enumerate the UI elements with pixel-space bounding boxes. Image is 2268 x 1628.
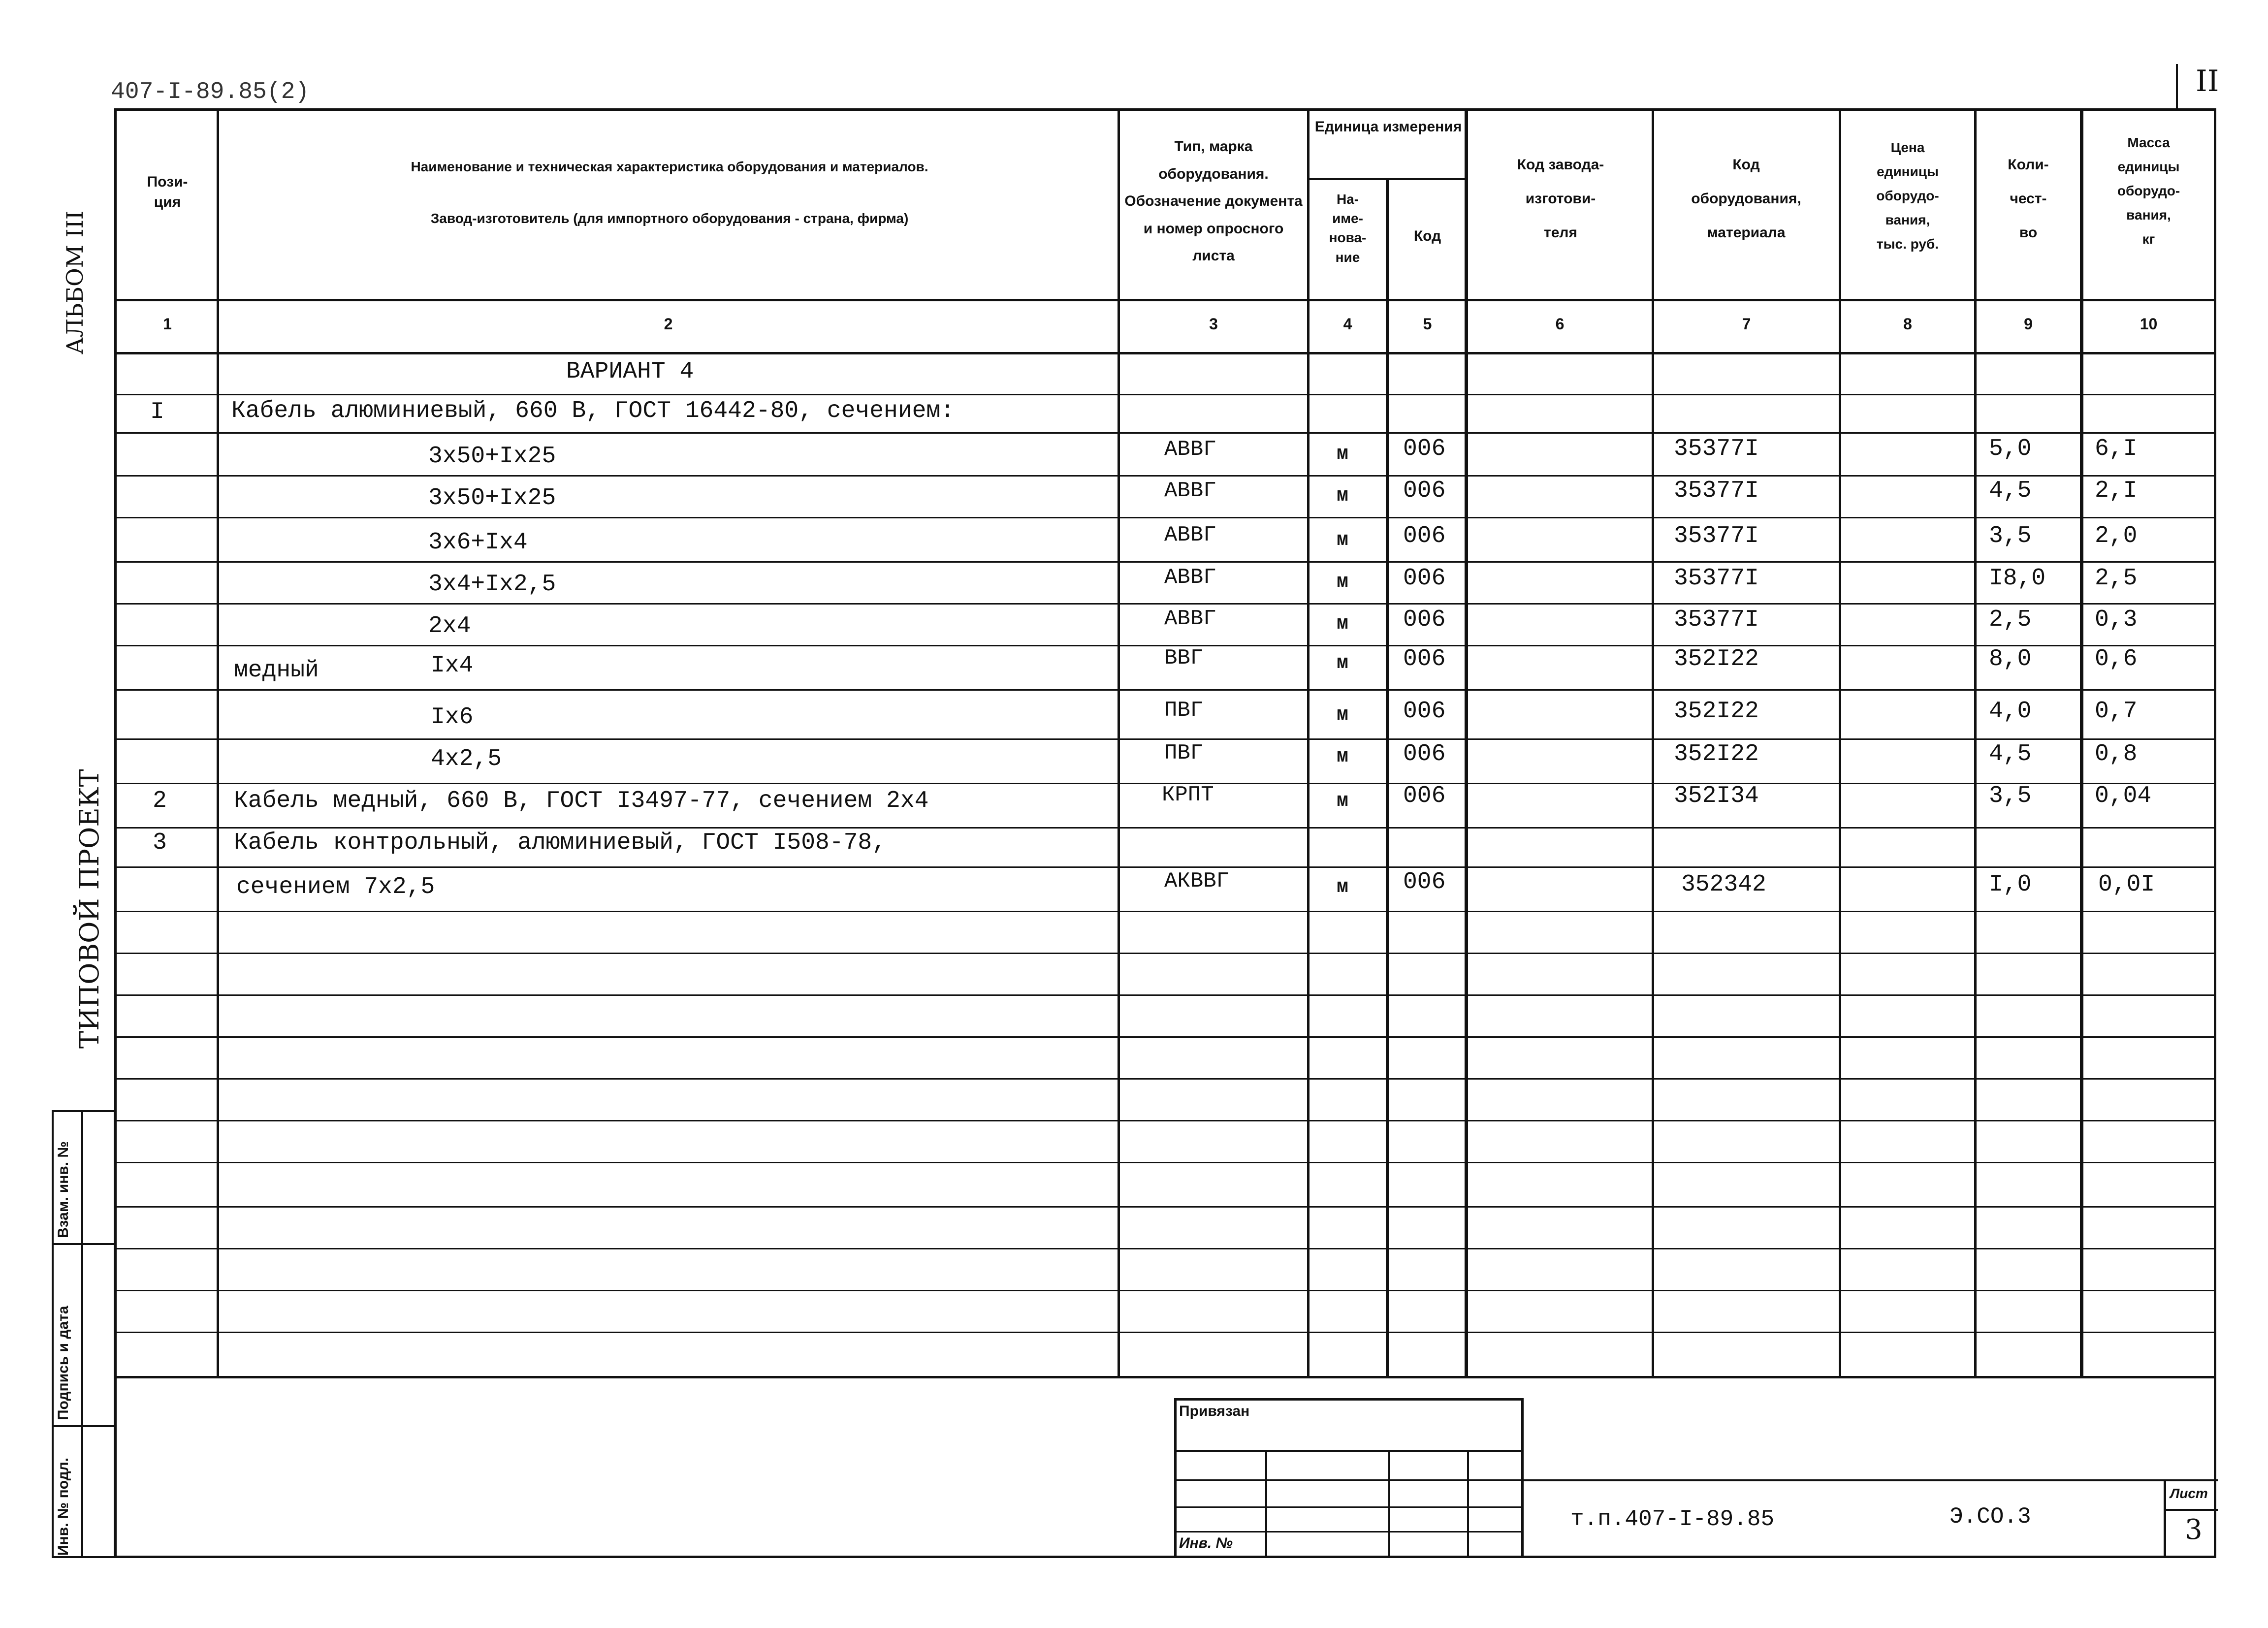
row-type: АКВВГ — [1164, 869, 1230, 894]
margin-stamp-divider — [81, 1110, 83, 1558]
col-line-7 — [1839, 108, 1841, 1377]
row-line — [114, 475, 2216, 477]
row-name: 3x4+Ix2,5 — [428, 571, 556, 598]
page-mark-divider — [2176, 64, 2178, 108]
row-item-code: 35377I — [1674, 565, 1759, 592]
row-code: 006 — [1403, 565, 1446, 592]
row-item-code: 35377I — [1674, 607, 1759, 633]
row-mass: 0,8 — [2095, 741, 2138, 767]
document-number: т.п.407-I-89.85 — [1570, 1506, 1775, 1532]
stamp-signature-date: Подпись и дата — [55, 1306, 71, 1420]
row-code: 006 — [1403, 741, 1446, 767]
row-quantity: I,0 — [1989, 871, 2032, 898]
stamp-vline — [1388, 1450, 1390, 1558]
row-line — [114, 994, 2216, 996]
sheet-code: Э.СО.3 — [1949, 1504, 2031, 1530]
row-line — [114, 953, 2216, 954]
row-quantity: I8,0 — [1989, 565, 2046, 592]
row-unit: м — [1337, 876, 1349, 898]
col-number: 2 — [664, 315, 673, 333]
sheet-box-line — [2164, 1509, 2218, 1511]
row-mass: 6,I — [2095, 436, 2138, 462]
stamp-line — [1174, 1479, 1524, 1481]
row-mass: 0,7 — [2095, 698, 2138, 725]
stamp-vline — [1265, 1450, 1267, 1558]
header-bottom-line — [114, 299, 2216, 301]
row-line — [114, 827, 2216, 829]
header-name-line1: Наименование и техническая характеристика оборудования и материалов. — [411, 159, 928, 174]
row-quantity: 4,0 — [1989, 698, 2032, 725]
row-type: АВВГ — [1164, 607, 1216, 631]
row-name: 3x50+Ix25 — [428, 485, 556, 511]
col-number: 1 — [163, 315, 172, 333]
row-name: 3x50+Ix25 — [428, 443, 556, 470]
row-line — [114, 394, 2216, 395]
table-bottom-line — [114, 1376, 2216, 1378]
col-number: 5 — [1423, 315, 1432, 333]
row-item-code: 352I22 — [1674, 646, 1759, 672]
row-mass: 0,0I — [2098, 871, 2155, 898]
row-position: 2 — [153, 788, 167, 814]
row-name-prefix: медный — [234, 657, 319, 684]
col-number: 9 — [2024, 315, 2033, 333]
col-line-9 — [2080, 108, 2083, 1377]
row-line — [114, 1120, 2216, 1121]
row-type: АВВГ — [1164, 479, 1216, 503]
row-type: АВВГ — [1164, 523, 1216, 547]
row-unit: м — [1337, 613, 1349, 635]
row-name: 4x2,5 — [431, 746, 502, 772]
row-line — [114, 911, 2216, 912]
col-line-3 — [1307, 108, 1310, 1377]
row-name: 3x6+Ix4 — [428, 529, 528, 556]
row-name: сечением 7x2,5 — [236, 874, 435, 900]
row-item-code: 35377I — [1674, 436, 1759, 462]
header-mass: Масса единицы оборудо- вания, кг — [2117, 135, 2180, 247]
row-quantity: 2,5 — [1989, 607, 2032, 633]
stamp-vline — [1467, 1450, 1469, 1558]
header-position: Пози- ция — [147, 174, 188, 210]
margin-stamp-sep-2 — [52, 1425, 116, 1427]
row-unit: м — [1337, 529, 1349, 551]
row-line — [114, 1206, 2216, 1208]
row-line — [114, 1162, 2216, 1163]
stamp-line — [1174, 1450, 1524, 1452]
col-line-1 — [217, 108, 219, 1377]
row-mass: 0,04 — [2095, 783, 2152, 809]
row-quantity: 4,5 — [1989, 741, 2032, 767]
row-type: АВВГ — [1164, 437, 1216, 462]
margin-stamp-sep-1 — [52, 1243, 116, 1245]
col-number: 10 — [2140, 315, 2158, 333]
row-unit: м — [1337, 652, 1349, 674]
title-block-top-line — [1524, 1479, 2218, 1481]
row-line — [114, 1036, 2216, 1038]
stamp-line — [1174, 1531, 1524, 1532]
row-quantity: 8,0 — [1989, 646, 2032, 672]
row-quantity: 4,5 — [1989, 478, 2032, 504]
col-line-6 — [1652, 108, 1654, 1377]
row-type: КРПТ — [1162, 783, 1214, 807]
row-code: 006 — [1403, 436, 1446, 462]
col-number: 6 — [1555, 315, 1565, 333]
row-name: Кабель медный, 660 В, ГОСТ I3497-77, сечением 2x4 — [234, 788, 929, 814]
col-line-5 — [1465, 108, 1468, 1377]
col-line-2 — [1118, 108, 1120, 1377]
row-line — [114, 738, 2216, 740]
row-code: 006 — [1403, 869, 1446, 895]
row-item-code: 35377I — [1674, 478, 1759, 504]
row-line — [114, 1078, 2216, 1080]
album-label: АЛЬБОМ III — [62, 211, 88, 354]
inventory-number-label: Инв. № — [1179, 1535, 1233, 1551]
stamp-original-inv: Инв. № подл. — [55, 1457, 71, 1556]
row-type: ПВГ — [1164, 698, 1204, 723]
document-code: 407-I-89.85(2) — [111, 79, 310, 105]
row-unit: м — [1337, 443, 1349, 465]
row-quantity: 3,5 — [1989, 523, 2032, 549]
row-position: 3 — [153, 830, 167, 856]
row-code: 006 — [1403, 783, 1446, 809]
row-mass: 2,5 — [2095, 565, 2138, 592]
row-line — [114, 689, 2216, 691]
row-type: ПВГ — [1164, 741, 1204, 766]
row-unit: м — [1337, 704, 1349, 726]
header-unit-code: Код — [1413, 228, 1441, 244]
row-name: Ix4 — [431, 652, 474, 679]
row-unit: м — [1337, 746, 1349, 768]
row-unit: м — [1337, 485, 1349, 507]
row-name: 2x4 — [428, 613, 471, 639]
row-mass: 0,6 — [2095, 646, 2138, 672]
col-line-4 — [1386, 180, 1389, 1377]
linked-label: Привязан — [1179, 1403, 1250, 1419]
row-item-code: 352I22 — [1674, 741, 1759, 767]
header-unit-name: На- име- нова- ние — [1329, 192, 1367, 265]
row-position: I — [150, 399, 164, 425]
row-quantity: 3,5 — [1989, 783, 2032, 809]
row-line — [114, 1332, 2216, 1333]
stamp-line — [1174, 1506, 1524, 1508]
sheet-label: Лист — [2170, 1486, 2208, 1501]
row-unit: м — [1337, 571, 1349, 593]
row-line — [114, 866, 2216, 868]
row-mass: 2,I — [2095, 478, 2138, 504]
row-line — [114, 603, 2216, 605]
col-number: 8 — [1903, 315, 1912, 333]
colnum-bottom-line — [114, 352, 2216, 354]
row-mass: 2,0 — [2095, 523, 2138, 549]
row-quantity: 5,0 — [1989, 436, 2032, 462]
header-type: Тип, марка оборудования. Обозначение документа и номер опросного листа — [1124, 138, 1303, 264]
header-quantity: Коли- чест- во — [2008, 157, 2049, 241]
header-manufacturer-code: Код завода- изготови- теля — [1517, 157, 1604, 241]
row-code: 006 — [1403, 607, 1446, 633]
row-code: 006 — [1403, 478, 1446, 504]
row-code: 006 — [1403, 523, 1446, 549]
row-line — [114, 1248, 2216, 1249]
row-name: Ix6 — [431, 704, 474, 731]
col-number: 3 — [1209, 315, 1218, 333]
row-code: 006 — [1403, 698, 1446, 725]
row-line — [114, 517, 2216, 518]
row-item-code: 352I34 — [1674, 783, 1759, 809]
header-name-line2: Завод-изготовитель (для импортного оборудования - страна, фирма) — [430, 211, 909, 226]
row-line — [114, 432, 2216, 434]
variant-heading: ВАРИАНТ 4 — [566, 358, 694, 385]
row-line — [114, 561, 2216, 563]
linked-stamp-box — [1174, 1398, 1524, 1558]
row-unit: м — [1337, 790, 1349, 812]
row-item-code: 352342 — [1681, 871, 1766, 898]
unit-subheader-line — [1307, 178, 1467, 180]
header-price: Цена единицы оборудо- вания, тыс. руб. — [1876, 140, 1939, 252]
row-name: Кабель контрольный, алюминиевый, ГОСТ I508-78, — [234, 830, 887, 856]
row-code: 006 — [1403, 646, 1446, 672]
row-name: Кабель алюминиевый, 660 В, ГОСТ 16442-80, сечением: — [231, 398, 955, 424]
header-unit-group: Единица измерения — [1314, 119, 1462, 135]
sheet-number: 3 — [2185, 1514, 2203, 1546]
row-type: АВВГ — [1164, 565, 1216, 590]
row-item-code: 35377I — [1674, 523, 1759, 549]
col-number: 7 — [1742, 315, 1751, 333]
page-mark: II — [2196, 64, 2219, 98]
row-line — [114, 1290, 2216, 1291]
row-item-code: 352I22 — [1674, 698, 1759, 725]
project-label: ТИПОВОЙ ПРОЕКТ — [74, 769, 105, 1049]
col-line-8 — [1974, 108, 1977, 1377]
row-type: ВВГ — [1164, 646, 1204, 670]
col-number: 4 — [1343, 315, 1352, 333]
stamp-replacement-inv: Взам. инв. № — [55, 1141, 71, 1238]
row-mass: 0,3 — [2095, 607, 2138, 633]
header-item-code: Код оборудования, материала — [1691, 157, 1801, 241]
